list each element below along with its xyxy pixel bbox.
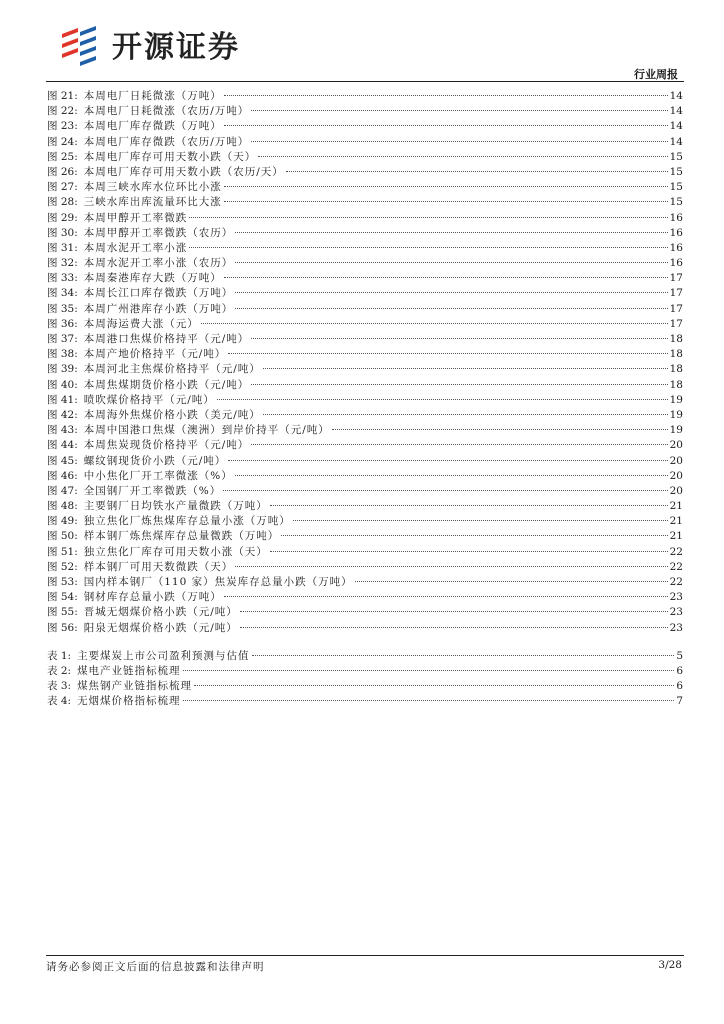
table-entry[interactable] [47, 649, 683, 664]
figure-entry[interactable] [47, 286, 683, 301]
figure-entry[interactable] [47, 317, 683, 332]
dot-leader [263, 414, 668, 415]
figure-page-number: 17 [669, 317, 683, 330]
figure-entry[interactable] [47, 590, 683, 605]
figure-number: 图 35: [47, 302, 78, 315]
figure-entry[interactable] [47, 499, 683, 514]
figure-entry[interactable] [47, 119, 683, 134]
dot-leader [183, 670, 675, 671]
figure-title: 本周海外焦煤价格小跌（美元/吨） [83, 408, 261, 421]
dot-leader [224, 596, 668, 597]
company-logo [58, 22, 240, 66]
figure-number: 图 27: [47, 181, 78, 194]
figure-number: 图 40: [47, 378, 78, 391]
figure-title: 喷吹煤价格持平（元/吨） [83, 393, 215, 406]
figure-number: 图 26: [47, 165, 78, 178]
figure-entry[interactable] [47, 393, 683, 408]
figure-entry[interactable] [47, 529, 683, 544]
figure-page-number: 22 [669, 545, 683, 558]
figure-page-number: 22 [669, 560, 683, 573]
figure-entry[interactable] [47, 408, 683, 423]
figure-number: 图 36: [47, 317, 78, 330]
figure-entry[interactable] [47, 165, 683, 180]
figure-number: 图 37: [47, 333, 78, 345]
figure-entry[interactable] [47, 454, 683, 469]
figure-entry[interactable] [47, 560, 683, 575]
figure-number: 图 29: [47, 211, 78, 224]
figure-page-number: 23 [669, 621, 683, 634]
figure-number: 图 30: [47, 226, 78, 239]
figure-number: 图 28: [47, 196, 78, 209]
figure-entry[interactable] [47, 302, 683, 317]
dot-leader [281, 535, 667, 536]
figure-number: 图 39: [47, 363, 78, 376]
figure-page-number: 18 [669, 348, 683, 361]
figure-title: 本周水泥开工率小涨 [83, 241, 188, 254]
figure-number: 图 24: [47, 135, 78, 148]
figure-page-number: 21 [669, 530, 683, 543]
figure-page-number: 19 [669, 408, 683, 421]
figure-number: 图 56: [47, 621, 78, 634]
figure-title: 中小焦化厂开工率微涨（%） [83, 469, 233, 482]
figure-number: 图 34: [47, 287, 78, 300]
figure-entry[interactable] [47, 332, 683, 347]
figure-page-number: 21 [669, 500, 683, 513]
figure-title: 样本钢厂炼焦煤库存总量微跌（万吨） [83, 530, 280, 543]
dot-leader [224, 125, 668, 126]
figure-page-number: 18 [669, 363, 683, 376]
dot-leader [293, 520, 668, 521]
dot-leader [224, 95, 668, 96]
figure-entry[interactable] [47, 469, 683, 484]
table-title: 主要煤炭上市公司盈利预测与估值 [77, 649, 250, 662]
table-page-number: 6 [676, 680, 683, 693]
dot-leader [251, 338, 667, 339]
dot-leader [183, 700, 675, 701]
dot-leader [224, 186, 668, 187]
figure-title: 三峡水库出库流量环比大涨 [83, 196, 222, 209]
dot-leader [223, 490, 667, 491]
figure-page-number: 14 [669, 105, 683, 118]
dot-leader [286, 171, 668, 172]
figure-page-number: 20 [669, 454, 683, 467]
dot-leader [240, 627, 668, 628]
dot-leader [235, 262, 667, 263]
figure-page-number: 23 [669, 591, 683, 604]
dot-leader [235, 475, 668, 476]
dot-leader [235, 566, 667, 567]
figure-entry[interactable] [47, 89, 683, 104]
figure-page-number: 14 [669, 90, 683, 102]
figure-title: 本周港口焦煤价格持平（元/吨） [83, 333, 250, 345]
figure-number: 图 46: [47, 469, 78, 482]
figure-entry[interactable] [47, 362, 683, 377]
dot-leader [217, 399, 668, 400]
figure-entry[interactable] [47, 545, 683, 560]
dot-leader [189, 217, 667, 218]
figure-entry[interactable] [47, 514, 683, 529]
figure-title: 本周焦炭现货价格持平（元/吨） [83, 439, 250, 452]
figure-page-number: 15 [669, 196, 683, 209]
figure-entry[interactable] [47, 180, 683, 195]
figure-number: 图 48: [47, 500, 78, 513]
section-gap [47, 636, 683, 649]
table-of-contents [47, 89, 683, 710]
figure-title: 全国钢厂开工率微跌（%） [83, 484, 222, 497]
figure-number: 图 50: [47, 530, 78, 543]
figure-number: 图 44: [47, 439, 78, 452]
figure-title: 本周水泥开工率小涨（农历） [83, 257, 234, 270]
figure-page-number: 15 [669, 181, 683, 194]
figure-title: 本周电厂日耗微涨（万吨） [83, 90, 222, 102]
table-title: 煤电产业链指标梳理 [77, 664, 181, 677]
figure-number: 图 47: [47, 484, 78, 497]
dot-leader [355, 581, 668, 582]
figure-title: 本周电厂日耗微涨（农历/万吨） [83, 105, 250, 118]
figure-title: 本周三峡水库水位环比小涨 [83, 181, 222, 194]
figure-entry[interactable] [47, 271, 683, 286]
logo-mark-icon [58, 22, 106, 66]
figure-number: 图 54: [47, 591, 78, 604]
dot-leader [251, 141, 667, 142]
figure-entry[interactable] [47, 347, 683, 362]
dot-leader [224, 277, 668, 278]
figure-title: 独立焦化厂库存可用天数小涨（天） [83, 545, 268, 558]
figure-number: 图 38: [47, 348, 78, 361]
figure-page-number: 15 [669, 150, 683, 163]
figure-page-number: 15 [669, 165, 683, 178]
figure-page-number: 16 [669, 211, 683, 224]
figure-number: 图 32: [47, 257, 78, 270]
figure-entry[interactable] [47, 211, 683, 226]
figure-page-number: 17 [669, 287, 683, 300]
figure-page-number: 23 [669, 606, 683, 619]
figure-page-number: 20 [669, 469, 683, 482]
dot-leader [228, 460, 667, 461]
figure-entry[interactable] [47, 150, 683, 165]
dot-leader [251, 444, 667, 445]
figure-page-number: 18 [669, 378, 683, 391]
figure-title: 本周电厂库存可用天数小跌（农历/天） [83, 165, 284, 178]
figure-title: 本周电厂库存可用天数小跌（天） [83, 150, 257, 163]
figure-title: 本周长江口库存微跌（万吨） [83, 287, 234, 300]
dot-leader [251, 110, 667, 111]
dot-leader [235, 232, 667, 233]
table-number: 表 2: [47, 664, 72, 677]
figure-entry[interactable] [47, 256, 683, 271]
dot-leader [270, 505, 668, 506]
page-number: 3/28 [658, 959, 682, 971]
figure-page-number: 14 [669, 135, 683, 148]
dot-leader [201, 323, 668, 324]
dot-leader [194, 685, 674, 686]
figure-page-number: 16 [669, 241, 683, 254]
table-title: 煤焦钢产业链指标梳理 [77, 680, 193, 693]
table-entry[interactable] [47, 694, 683, 709]
table-page-number: 7 [676, 695, 683, 708]
figure-title: 本周电厂库存微跌（农历/万吨） [83, 135, 250, 148]
logo-text: 开源证券 [112, 30, 240, 65]
figure-page-number: 14 [669, 120, 683, 133]
figure-number: 图 25: [47, 150, 78, 163]
figure-title: 本周秦港库存大跌（万吨） [83, 272, 222, 285]
figure-title: 国内样本钢厂（110 家）焦炭库存总量小跌（万吨） [83, 576, 353, 588]
footer-divider [46, 955, 684, 956]
dot-leader [258, 156, 667, 157]
figure-entry[interactable] [47, 104, 683, 119]
figure-title: 本周广州港库存小跌（万吨） [83, 302, 234, 315]
figure-entry[interactable] [47, 423, 683, 438]
footer-disclaimer: 请务必参阅正文后面的信息披露和法律声明 [46, 961, 265, 973]
table-number: 表 1: [47, 649, 72, 662]
dot-leader [252, 655, 675, 656]
figure-page-number: 18 [669, 333, 683, 345]
figure-number: 图 22: [47, 105, 78, 118]
figure-number: 图 45: [47, 454, 78, 467]
dot-leader [332, 429, 668, 430]
figure-title: 主要钢厂日均铁水产量微跌（万吨） [83, 500, 268, 513]
dot-leader [240, 611, 668, 612]
figure-number: 图 51: [47, 545, 78, 558]
dot-leader [235, 308, 667, 309]
figure-entry[interactable] [47, 575, 683, 590]
figure-title: 独立焦化厂炼焦煤库存总量小涨（万吨） [83, 515, 291, 528]
table-number: 表 4: [47, 695, 72, 708]
figure-entry[interactable] [47, 605, 683, 620]
figure-page-number: 22 [669, 576, 683, 588]
figure-title: 本周电厂库存微跌（万吨） [83, 120, 222, 133]
figure-title: 本周焦煤期货价格小跌（元/吨） [83, 378, 250, 391]
figure-entry[interactable] [47, 378, 683, 393]
figure-title: 本周甲醇开工率微跌（农历） [83, 226, 234, 239]
table-entry[interactable] [47, 679, 683, 694]
figure-title: 本周甲醇开工率微跌 [83, 211, 188, 224]
figure-entry[interactable] [47, 195, 683, 210]
figure-title: 螺纹钢现货价小跌（元/吨） [83, 454, 227, 467]
figure-number: 图 52: [47, 560, 78, 573]
table-entry[interactable] [47, 664, 683, 679]
table-page-number: 6 [676, 664, 683, 677]
figure-title: 本周河北主焦煤价格持平（元/吨） [83, 363, 261, 376]
figure-page-number: 17 [669, 272, 683, 285]
figure-page-number: 19 [669, 393, 683, 406]
figure-page-number: 21 [669, 515, 683, 528]
figure-title: 本周产地价格持平（元/吨） [83, 348, 227, 361]
figure-page-number: 20 [669, 439, 683, 452]
figure-number: 图 41: [47, 393, 78, 406]
figure-page-number: 16 [669, 226, 683, 239]
figure-title: 本周中国港口焦煤（澳洲）到岸价持平（元/吨） [83, 424, 330, 437]
table-page-number: 5 [676, 649, 683, 662]
dot-leader [235, 292, 667, 293]
document-type-label: 行业周报 [634, 68, 678, 81]
figure-number: 图 33: [47, 272, 78, 285]
figure-entry[interactable] [47, 484, 683, 499]
header-divider [46, 81, 684, 82]
figure-number: 图 53: [47, 576, 78, 588]
figure-entry[interactable] [47, 621, 683, 636]
dot-leader [224, 201, 668, 202]
figure-page-number: 20 [669, 484, 683, 497]
figure-title: 晋城无烟煤价格小跌（元/吨） [83, 606, 238, 619]
dot-leader [251, 384, 667, 385]
figure-title: 钢材库存总量小跌（万吨） [83, 591, 222, 604]
dot-leader [270, 551, 668, 552]
figure-page-number: 17 [669, 302, 683, 315]
figure-title: 阳泉无烟煤价格小跌（元/吨） [83, 621, 238, 634]
figure-title: 样本钢厂可用天数微跌（天） [83, 560, 234, 573]
figure-entry[interactable] [47, 135, 683, 150]
figure-number: 图 55: [47, 606, 78, 619]
figure-number: 图 49: [47, 515, 78, 528]
figure-page-number: 19 [669, 424, 683, 437]
table-number: 表 3: [47, 680, 72, 693]
dot-leader [228, 353, 667, 354]
dot-leader [263, 368, 668, 369]
figure-number: 图 23: [47, 120, 78, 133]
figure-entry[interactable] [47, 241, 683, 256]
dot-leader [189, 247, 667, 248]
figure-number: 图 42: [47, 408, 78, 421]
figure-number: 图 31: [47, 241, 78, 254]
figure-number: 图 21: [47, 90, 78, 102]
figure-entry[interactable] [47, 438, 683, 453]
page-header [0, 0, 724, 82]
figure-number: 图 43: [47, 424, 78, 437]
figure-entry[interactable] [47, 226, 683, 241]
table-title: 无烟煤价格指标梳理 [77, 695, 181, 708]
figure-title: 本周海运费大涨（元） [83, 317, 199, 330]
figure-page-number: 16 [669, 257, 683, 270]
